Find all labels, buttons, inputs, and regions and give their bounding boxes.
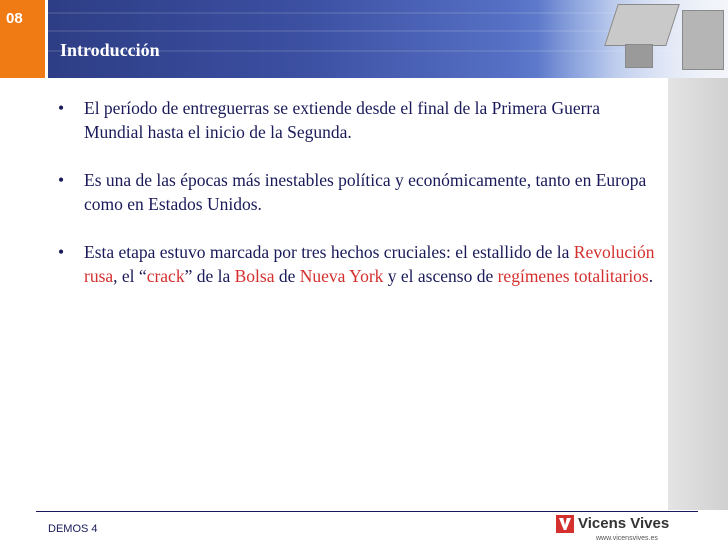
satellite-panel (682, 10, 724, 70)
badge-divider (45, 0, 48, 78)
bullet-item (58, 96, 662, 144)
satellite-panel (604, 4, 680, 46)
bullet-text: . (648, 266, 654, 286)
bullet-item (58, 168, 662, 216)
slide-title: Introducción (60, 40, 160, 60)
highlighted-term: regímenes totalitarios (497, 266, 649, 286)
bullet-text: de (274, 266, 300, 286)
bullet-icon: • (58, 98, 65, 118)
bullet-icon: • (58, 242, 65, 262)
header-banner (0, 0, 728, 78)
logo-mark-icon (556, 515, 574, 533)
bullet-text: El período de entreguerras se extiende desde el final de la Primera Guerra Mundial hasta el inicio de la Segunda. (84, 98, 601, 142)
bullet-text: , el “ (113, 266, 147, 286)
bullet-item (58, 240, 662, 288)
footer-label: DEMOS 4 (48, 523, 98, 535)
footer-divider (36, 511, 698, 512)
bullet-list (58, 96, 662, 312)
highlighted-term: Nueva York (299, 266, 384, 286)
logo-url: www.vicensvives.es (596, 535, 658, 542)
right-sidebar-decoration (668, 78, 728, 510)
highlighted-term: crack (146, 266, 185, 286)
bullet-text: Esta etapa estuvo marcada por tres hechos cruciales: el estallido de la (84, 242, 574, 262)
bullet-icon: • (58, 170, 65, 190)
publisher-logo (556, 514, 670, 544)
bullet-text: Es una de las épocas más inestables política y económicamente, tanto en Europa como en Estados Unidos. (84, 170, 647, 214)
bullet-text: ” de la (184, 266, 235, 286)
highlighted-term: Revolución rusa (84, 242, 655, 286)
satellite-image (538, 0, 728, 78)
highlighted-term: Bolsa (234, 266, 275, 286)
slide-number-badge: 08 (0, 0, 45, 78)
satellite-panel (625, 44, 653, 68)
bullet-text: y el ascenso de (383, 266, 498, 286)
logo-text: Vicens Vives (578, 515, 670, 532)
